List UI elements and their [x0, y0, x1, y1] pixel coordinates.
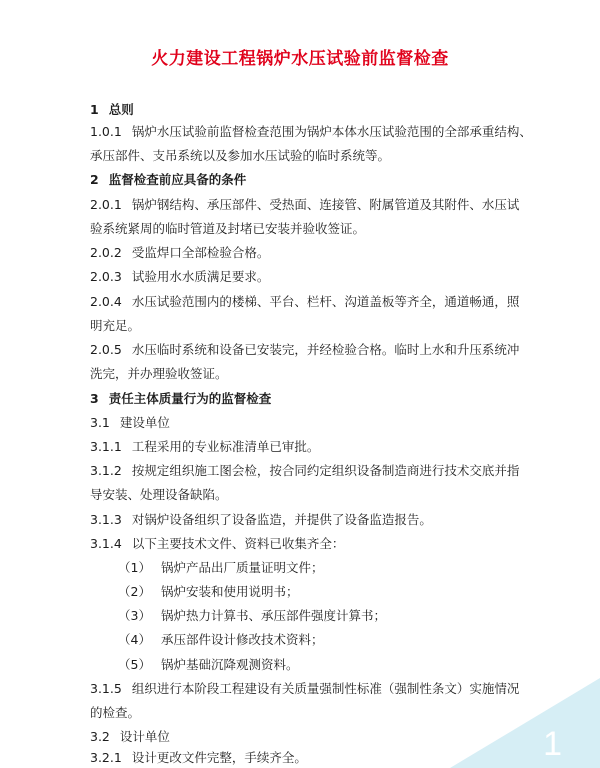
clause-text: 锅炉产品出厂质量证明文件； [160, 560, 324, 575]
clause-number: 3.2 [90, 729, 110, 744]
paragraph-line [90, 340, 519, 358]
paragraph-line [90, 534, 344, 552]
clause-number: 1 [90, 102, 99, 117]
paragraph-line [90, 437, 319, 455]
paragraph-line [90, 195, 519, 213]
paragraph-line [90, 364, 228, 382]
clause-text: 承压部件设计修改技术资料； [160, 632, 324, 647]
paragraph-line [90, 243, 269, 261]
clause-text: 的检查。 [90, 705, 141, 720]
clause-number: 2.0.2 [90, 245, 122, 260]
clause-number: （2） [118, 584, 151, 599]
clause-number: 3.1.4 [90, 536, 122, 551]
paragraph-line [90, 122, 532, 140]
section-heading [90, 389, 271, 407]
clause-number: 3 [90, 391, 99, 406]
paragraph-line [90, 267, 269, 285]
section-heading [90, 170, 246, 188]
clause-text: 承压部件、支吊系统以及参加水压试验的临时系统等。 [90, 148, 391, 163]
paragraph-line [90, 316, 140, 334]
clause-text: 以下主要技术文件、资料已收集齐全： [131, 536, 345, 551]
clause-text: 对锅炉设备组织了设备监造，并提供了设备监造报告。 [131, 512, 432, 527]
clause-text: 试验用水水质满足要求。 [131, 269, 270, 284]
paragraph-line [90, 461, 519, 479]
paragraph-line [90, 146, 390, 164]
clause-number: （1） [118, 560, 151, 575]
paragraph-line [90, 727, 170, 745]
clause-text: 导安装、处理设备缺陷。 [90, 487, 228, 502]
clause-number: 1.0.1 [90, 124, 122, 139]
clause-number: 2.0.1 [90, 197, 122, 212]
clause-text: 设计单位 [119, 729, 170, 744]
clause-text: 受监焊口全部检验合格。 [131, 245, 270, 260]
clause-text: 锅炉热力计算书、承压部件强度计算书； [160, 608, 386, 623]
clause-number: 3.1 [90, 415, 110, 430]
clause-text: 责任主体质量行为的监督检查 [108, 391, 272, 406]
clause-text: 锅炉钢结构、承压部件、受热面、连接管、附属管道及其附件、水压试 [131, 197, 520, 212]
clause-number: （5） [118, 657, 151, 672]
clause-text: 设计更改文件完整，手续齐全。 [131, 750, 307, 765]
corner-decoration [450, 678, 600, 768]
list-item [118, 655, 298, 673]
page-title: 火力建设工程锅炉水压试验前监督检查 [151, 49, 449, 69]
clause-text: 组织进行本阶段工程建设有关质量强制性标准（强制性条文）实施情况 [131, 681, 520, 696]
clause-text: 水压临时系统和设备已安装完，并经检验合格。临时上水和升压系统冲 [131, 342, 520, 357]
clause-text: 总则 [108, 102, 134, 117]
clause-number: 2 [90, 172, 99, 187]
paragraph-line [90, 219, 365, 237]
clause-number: 3.1.5 [90, 681, 122, 696]
clause-text: 建设单位 [119, 415, 170, 430]
paragraph-line [90, 292, 519, 310]
list-item [118, 582, 298, 600]
list-item [118, 630, 323, 648]
clause-text: 锅炉安装和使用说明书； [160, 584, 299, 599]
list-item [118, 606, 386, 624]
clause-number: 3.1.2 [90, 463, 122, 478]
page-number: 1 [543, 725, 562, 763]
clause-text: 工程采用的专业标准清单已审批。 [131, 439, 320, 454]
clause-text: 洗完，并办理验收签证。 [90, 366, 228, 381]
clause-number: （3） [118, 608, 151, 623]
list-item [118, 558, 323, 576]
clause-text: 锅炉基础沉降观测资料。 [160, 657, 299, 672]
clause-text: 验系统紧周的临时管道及封堵已安装并验收签证。 [90, 221, 366, 236]
clause-number: 2.0.5 [90, 342, 122, 357]
clause-text: 监督检查前应具备的条件 [108, 172, 247, 187]
clause-text: 明充足。 [90, 318, 141, 333]
clause-number: 2.0.3 [90, 269, 122, 284]
clause-text: 按规定组织施工图会检，按合同约定组织设备制造商进行技术交底并指 [131, 463, 520, 478]
clause-number: 2.0.4 [90, 294, 122, 309]
paragraph-line [90, 703, 140, 721]
paragraph-line [90, 510, 432, 528]
paragraph-line [90, 485, 228, 503]
clause-text: 水压试验范围内的楼梯、平台、栏杆、沟道盖板等齐全，通道畅通，照 [131, 294, 520, 309]
clause-text: 锅炉水压试验前监督检查范围为锅炉本体水压试验范围的全部承重结构、 [131, 124, 532, 139]
paragraph-line [90, 413, 170, 431]
clause-number: 3.1.3 [90, 512, 122, 527]
clause-number: 3.1.1 [90, 439, 122, 454]
clause-number: 3.2.1 [90, 750, 122, 765]
paragraph-line [90, 748, 307, 766]
section-heading [90, 100, 134, 118]
clause-number: （4） [118, 632, 151, 647]
